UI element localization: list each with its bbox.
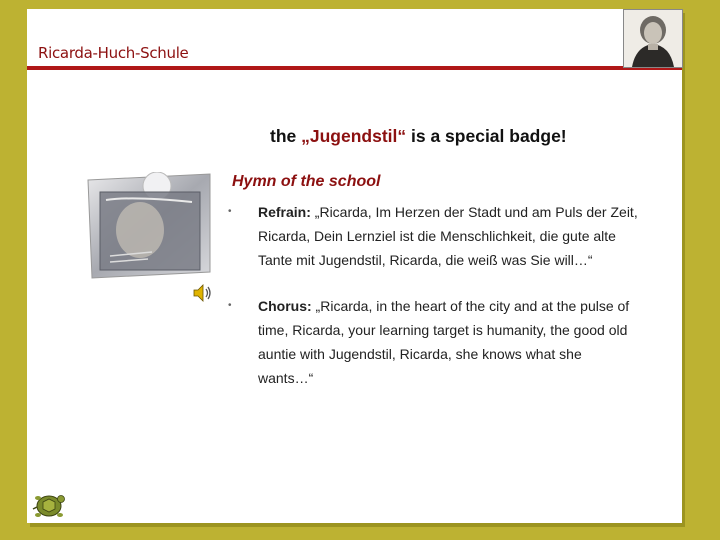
cd-cover-image bbox=[82, 172, 216, 279]
refrain-text: „Ricarda, Im Herzen der Stadt und am Puls der Zeit, Ricarda, Dein Lernziel ist die Menschlichkeit, die gute alte Tante mit Jugendstil, Ricarda, die weiß was Sie will…“ bbox=[258, 204, 638, 268]
headline bbox=[270, 126, 567, 147]
hymn-title: Hymn of the school bbox=[232, 173, 381, 190]
list-item-chorus bbox=[228, 294, 638, 390]
speaker-icon[interactable] bbox=[191, 282, 213, 304]
chorus-text: „Ricarda, in the heart of the city and at the pulse of time, Ricarda, your learning target is humanity, the good old auntie with Jugendstil, Ricarda, she knows what she wants…“ bbox=[258, 298, 630, 386]
refrain-label: Refrain: bbox=[258, 204, 311, 220]
school-name-title: Ricarda-Huch-Schule bbox=[38, 44, 189, 62]
chorus-label: Chorus: bbox=[258, 298, 312, 314]
bullet-icon: • bbox=[228, 206, 232, 217]
header-divider bbox=[27, 66, 682, 70]
portrait-photo bbox=[623, 9, 683, 68]
headline-suffix: is a special badge! bbox=[406, 126, 567, 146]
hymn-lyrics-list bbox=[228, 200, 638, 412]
bullet-icon: • bbox=[228, 300, 232, 311]
headline-prefix: the bbox=[270, 126, 302, 146]
turtle-icon[interactable] bbox=[30, 488, 68, 522]
list-item-refrain bbox=[228, 200, 638, 272]
headline-keyword: „Jugendstil“ bbox=[301, 126, 407, 146]
